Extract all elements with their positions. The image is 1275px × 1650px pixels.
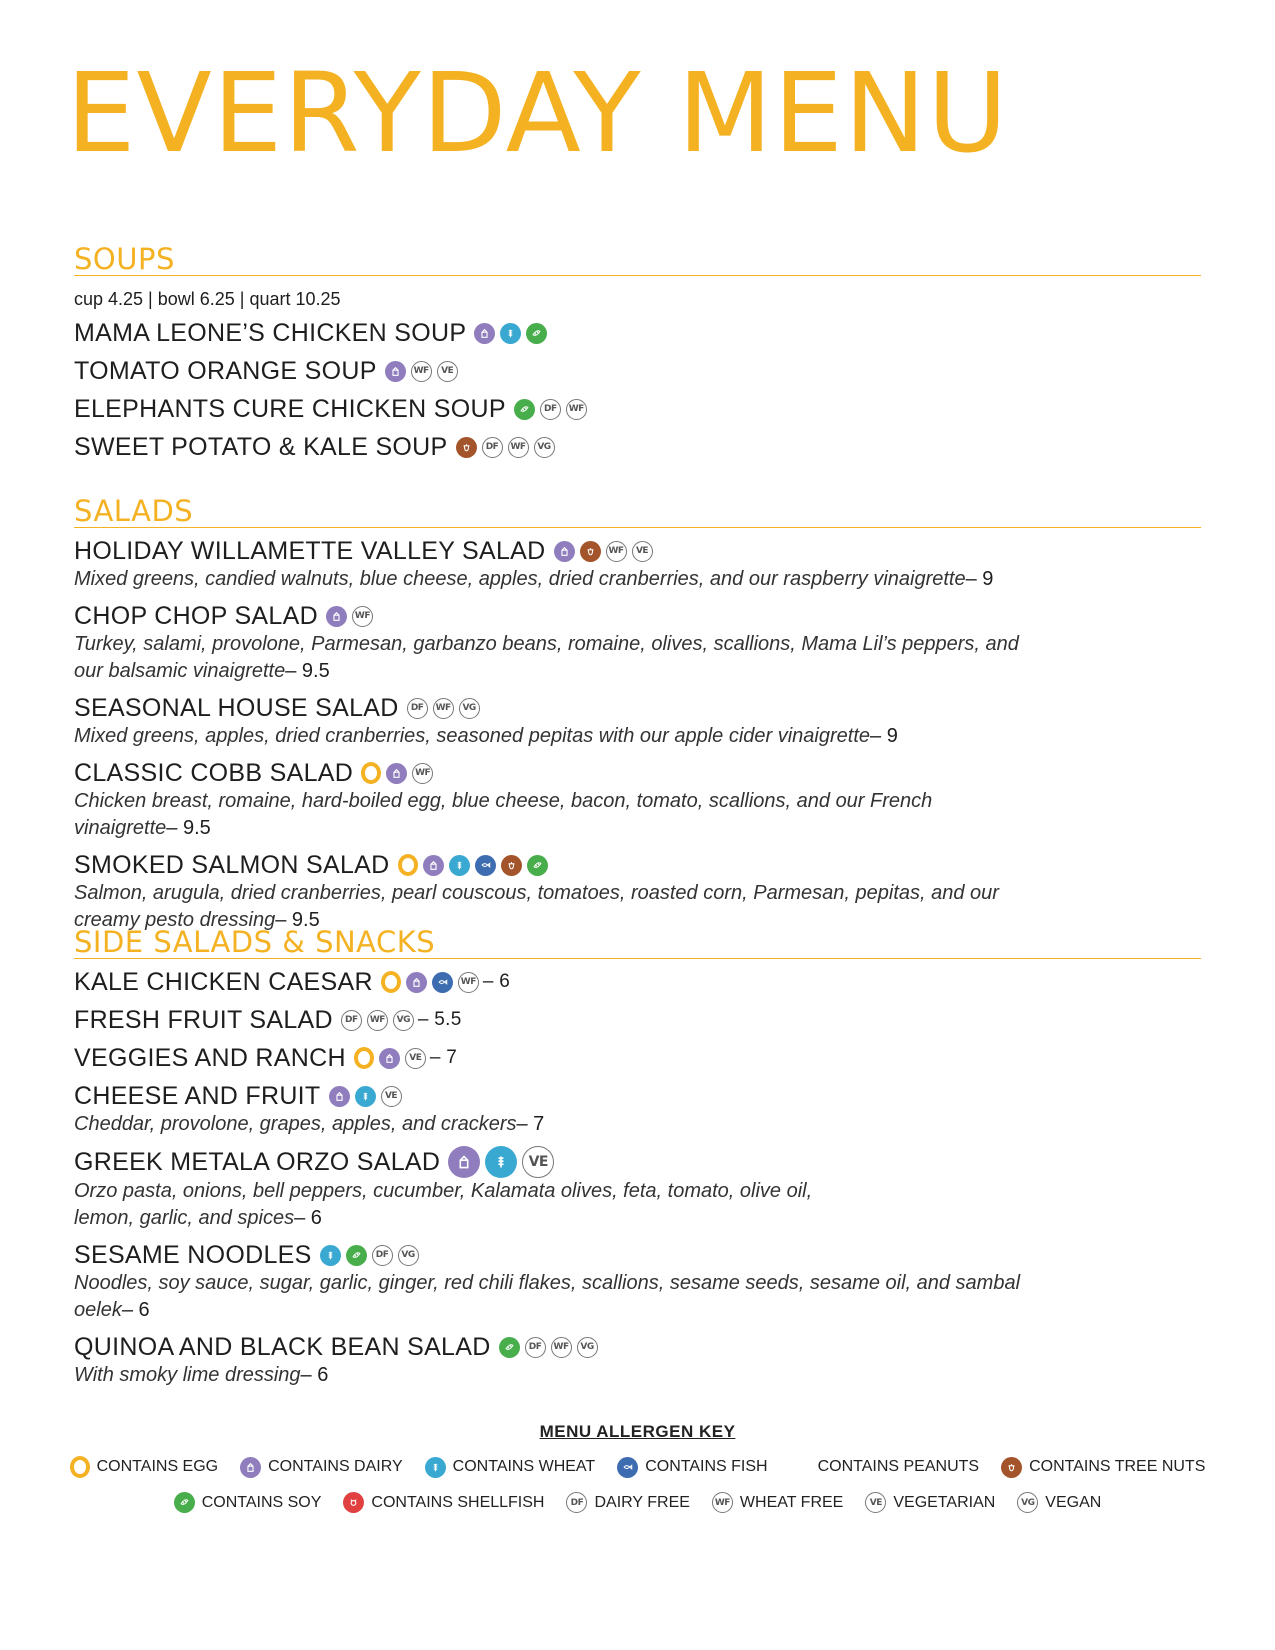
vegetarian-icon: VE	[632, 541, 653, 562]
allergen-key-label: CONTAINS WHEAT	[452, 1458, 596, 1475]
menu-item-name: MAMA LEONE’S CHICKEN SOUP	[74, 319, 467, 347]
wheat-icon	[320, 1245, 341, 1266]
wheat-icon	[500, 323, 521, 344]
allergen-icons	[320, 1245, 419, 1266]
egg-icon	[70, 1456, 90, 1478]
allergen-icons	[456, 437, 555, 458]
allergen-key-label: VEGETARIAN	[893, 1493, 996, 1511]
egg-icon	[354, 1047, 374, 1069]
menu-item	[74, 356, 1201, 386]
fish-icon	[475, 855, 496, 876]
menu-item-description-text: Noodles, soy sauce, sugar, garlic, ginger, red chili flakes, scallions, sesame seeds, sesame oil, and sambal oelek	[74, 1272, 1021, 1321]
vegetarian-icon: VE	[381, 1086, 402, 1107]
sides-section	[74, 926, 1201, 1389]
menu-item-name: SESAME NOODLES	[74, 1241, 312, 1269]
allergen-icons	[474, 323, 547, 344]
menu-item	[74, 394, 1201, 424]
menu-item-name: CHOP CHOP SALAD	[74, 602, 318, 630]
menu-item-description	[74, 723, 1201, 750]
allergen-icons	[361, 762, 433, 784]
menu-item-price: – 6	[300, 1364, 329, 1386]
vegan-icon: VG	[459, 698, 480, 719]
menu-item	[74, 1146, 1201, 1232]
menu-item-price: – 7	[516, 1113, 545, 1135]
menu-item-description	[74, 1362, 1201, 1389]
menu-item-header	[74, 850, 1201, 880]
menu-item-description-text: Orzo pasta, onions, bell peppers, cucumber, Kalamata olives, feta, tomato, olive oil, lemon, garlic, and spices	[74, 1180, 813, 1229]
menu-item	[74, 601, 1201, 685]
menu-item-price: – 9	[965, 568, 994, 590]
allergen-key-entry-vegan	[1017, 1492, 1101, 1513]
menu-item-name: QUINOA AND BLACK BEAN SALAD	[74, 1333, 491, 1361]
salads-heading: SALADS	[74, 495, 1201, 528]
menu-item-name: VEGGIES AND RANCH	[74, 1044, 346, 1072]
soups-section	[74, 243, 1201, 462]
menu-item	[74, 1081, 1201, 1138]
menu-item-description	[74, 1270, 1034, 1324]
menu-item	[74, 536, 1201, 593]
menu-item	[74, 850, 1201, 934]
menu-item-description-text: With smoky lime dressing	[74, 1364, 301, 1386]
soups-list	[74, 318, 1201, 462]
menu-item-header	[74, 318, 1201, 348]
allergen-icons	[499, 1337, 598, 1358]
sides-heading: SIDE SALADS & SNACKS	[74, 926, 1201, 959]
menu-item-header	[74, 536, 1201, 566]
acorn-icon	[456, 437, 477, 458]
allergen-icons	[354, 1047, 426, 1069]
allergen-icons	[385, 361, 458, 382]
menu-item-header	[74, 1081, 1201, 1111]
menu-item-name: HOLIDAY WILLAMETTE VALLEY SALAD	[74, 537, 546, 565]
menu-item-price: – 6	[482, 971, 511, 992]
dairy-free-icon: DF	[540, 399, 561, 420]
allergen-key-label: CONTAINS TREE NUTS	[1029, 1458, 1206, 1475]
vegan-icon: VG	[393, 1010, 414, 1031]
allergen-icons	[341, 1010, 414, 1031]
allergen-key-label: CONTAINS DAIRY	[268, 1458, 403, 1475]
menu-item-description-text: Mixed greens, candied walnuts, blue cheese, apples, dried cranberries, and our raspberry vinaigrette	[74, 568, 966, 590]
allergen-icons	[407, 698, 480, 719]
soup-prices: cup 4.25 | bowl 6.25 | quart 10.25	[74, 289, 341, 309]
allergen-key-row-2	[0, 1492, 1275, 1513]
menu-item	[74, 318, 1201, 348]
milk-carton-icon	[554, 541, 575, 562]
sides-list	[74, 967, 1201, 1389]
allergen-key-label: DAIRY FREE	[594, 1493, 690, 1511]
vegan-icon: VG	[534, 437, 555, 458]
soybean-icon	[514, 399, 535, 420]
dairy-free-icon: DF	[566, 1492, 587, 1513]
vegetarian-icon: VE	[522, 1146, 554, 1178]
milk-carton-icon	[448, 1146, 480, 1178]
menu-item-name: CLASSIC COBB SALAD	[74, 759, 354, 787]
milk-carton-icon	[379, 1048, 400, 1069]
soybean-icon	[499, 1337, 520, 1358]
menu-item-price: – 6	[294, 1207, 322, 1229]
allergen-key-entry-dairy-free	[566, 1492, 689, 1513]
vegan-icon: VG	[398, 1245, 419, 1266]
vegetarian-icon: VE	[865, 1492, 886, 1513]
menu-item-name: TOMATO ORANGE SOUP	[74, 357, 377, 385]
menu-item-price: – 9.5	[285, 660, 330, 682]
menu-item-header	[74, 1043, 1201, 1073]
wheat-free-icon: WF	[411, 361, 432, 382]
page-title: EVERYDAY MENU	[66, 49, 1009, 177]
dairy-free-icon: DF	[341, 1010, 362, 1031]
menu-item-description	[74, 1178, 874, 1232]
dairy-free-icon: DF	[525, 1337, 546, 1358]
allergen-key-label: CONTAINS FISH	[645, 1458, 768, 1475]
allergen-icons	[381, 971, 479, 993]
wheat-icon	[425, 1457, 446, 1478]
allergen-icons	[554, 541, 653, 562]
dairy-free-icon: DF	[482, 437, 503, 458]
menu-item-name: SEASONAL HOUSE SALAD	[74, 694, 399, 722]
allergen-key-entry-fish	[617, 1456, 767, 1478]
fish-icon	[617, 1457, 638, 1478]
soups-heading: SOUPS	[74, 243, 1201, 276]
menu-item-description	[74, 788, 1034, 842]
menu-item-name: FRESH FRUIT SALAD	[74, 1006, 333, 1034]
menu-item	[74, 1240, 1201, 1324]
menu-item-header	[74, 758, 1201, 788]
allergen-key-entry-tree-nuts	[1001, 1456, 1205, 1478]
milk-carton-icon	[385, 361, 406, 382]
allergen-key-label: CONTAINS PEANUTS	[817, 1458, 980, 1475]
allergen-key-label: CONTAINS EGG	[96, 1458, 219, 1475]
menu-item	[74, 693, 1201, 750]
menu-item-header	[74, 1005, 1201, 1035]
acorn-icon	[580, 541, 601, 562]
menu-item-header	[74, 693, 1201, 723]
dairy-free-icon: DF	[372, 1245, 393, 1266]
soybean-icon	[346, 1245, 367, 1266]
wheat-free-icon: WF	[566, 399, 587, 420]
menu-item-header	[74, 601, 1201, 631]
menu-item-description-text: Chicken breast, romaine, hard-boiled egg, blue cheese, bacon, tomato, scallions, and our French vinaigrette	[74, 790, 933, 839]
menu-item-header	[74, 1240, 1201, 1270]
menu-item-price: – 9	[870, 725, 898, 747]
salads-section	[74, 495, 1201, 934]
menu-item-description	[74, 1111, 1201, 1138]
menu-item-header	[74, 394, 1201, 424]
wheat-free-icon: WF	[412, 763, 433, 784]
menu-item-name: GREEK METALA ORZO SALAD	[74, 1148, 441, 1176]
allergen-icons	[398, 854, 548, 876]
menu-item-price: – 9.5	[166, 817, 211, 839]
wheat-free-icon: WF	[352, 606, 373, 627]
milk-carton-icon	[329, 1086, 350, 1107]
menu-item-name: SMOKED SALMON SALAD	[74, 851, 390, 879]
egg-icon	[361, 762, 381, 784]
milk-carton-icon	[423, 855, 444, 876]
vegan-icon: VG	[1017, 1492, 1038, 1513]
allergen-key-entry-soy	[174, 1492, 322, 1513]
vegetarian-icon: VE	[405, 1048, 426, 1069]
allergen-icons	[448, 1146, 554, 1178]
allergen-icons	[326, 606, 373, 627]
soybean-icon	[527, 855, 548, 876]
milk-carton-icon	[474, 323, 495, 344]
menu-item-description-text: Mixed greens, apples, dried cranberries, seasoned pepitas with our apple cider vinaigrette	[74, 725, 871, 747]
allergen-key-entry-peanuts	[790, 1456, 980, 1478]
allergen-key-entry-wheat	[425, 1456, 596, 1478]
allergen-key-title: MENU ALLERGEN KEY	[539, 1422, 736, 1441]
allergen-key-label: CONTAINS SOY	[201, 1493, 322, 1511]
milk-carton-icon	[240, 1457, 261, 1478]
milk-carton-icon	[386, 763, 407, 784]
vegan-icon: VG	[577, 1337, 598, 1358]
menu-item-name: ELEPHANTS CURE CHICKEN SOUP	[74, 395, 506, 423]
allergen-key-label: CONTAINS SHELLFISH	[371, 1493, 545, 1511]
allergen-icons	[514, 399, 587, 420]
menu-item	[74, 1332, 1201, 1389]
menu-item-description	[74, 631, 1034, 685]
menu-item-header	[74, 356, 1201, 386]
egg-icon	[381, 971, 401, 993]
wheat-icon	[449, 855, 470, 876]
menu-item-name: SWEET POTATO & KALE SOUP	[74, 433, 448, 461]
menu-item	[74, 1043, 1201, 1073]
menu-item-description-text: Cheddar, provolone, grapes, apples, and crackers	[74, 1113, 517, 1135]
crab-icon	[343, 1492, 364, 1513]
acorn-icon	[1001, 1457, 1022, 1478]
allergen-key-label: WHEAT FREE	[739, 1493, 844, 1511]
soybean-icon	[526, 323, 547, 344]
wheat-free-icon: WF	[367, 1010, 388, 1031]
vegetarian-icon: VE	[437, 361, 458, 382]
menu-item	[74, 967, 1201, 997]
menu-item-price: – 9.5	[275, 909, 320, 931]
dairy-free-icon: DF	[407, 698, 428, 719]
menu-item-name: KALE CHICKEN CAESAR	[74, 968, 373, 996]
menu-item-description-text: Salmon, arugula, dried cranberries, pearl couscous, tomatoes, roasted corn, Parmesan, pepitas, and our creamy pesto dressing	[74, 882, 999, 931]
milk-carton-icon	[406, 972, 427, 993]
menu-item-description-text: Turkey, salami, provolone, Parmesan, garbanzo beans, romaine, olives, scallions, Mama Lil’s peppers, and our balsamic vinaigrette	[74, 633, 1019, 682]
wheat-free-icon: WF	[508, 437, 529, 458]
allergen-key-entry-egg	[70, 1456, 219, 1478]
wheat-free-icon: WF	[606, 541, 627, 562]
menu-item-header	[74, 432, 1201, 462]
allergen-key-entry-shellfish	[343, 1492, 544, 1513]
milk-carton-icon	[326, 606, 347, 627]
menu-item-name: CHEESE AND FRUIT	[74, 1082, 321, 1110]
wheat-free-icon: WF	[458, 972, 479, 993]
menu-item-header	[74, 967, 1201, 997]
allergen-key-row-1	[0, 1456, 1275, 1478]
egg-icon	[398, 854, 418, 876]
allergen-key-entry-dairy	[240, 1456, 403, 1478]
menu-item-price: – 6	[121, 1299, 150, 1321]
allergen-key-entry-wheat-free	[712, 1492, 843, 1513]
peanut-icon	[790, 1457, 811, 1478]
salads-list	[74, 536, 1201, 934]
menu-item-price: – 7	[429, 1047, 458, 1068]
menu-item	[74, 758, 1201, 842]
wheat-icon	[485, 1146, 517, 1178]
menu-item-description	[74, 566, 1201, 593]
allergen-icons	[329, 1086, 402, 1107]
wheat-free-icon: WF	[712, 1492, 733, 1513]
menu-item	[74, 432, 1201, 462]
allergen-key-entry-vegetarian	[865, 1492, 995, 1513]
wheat-free-icon: WF	[551, 1337, 572, 1358]
wheat-icon	[355, 1086, 376, 1107]
allergen-key	[0, 1422, 1275, 1513]
menu-item-header	[74, 1332, 1201, 1362]
soybean-icon	[174, 1492, 195, 1513]
fish-icon	[432, 972, 453, 993]
menu-item	[74, 1005, 1201, 1035]
menu-item-header	[74, 1146, 1201, 1178]
allergen-key-label: VEGAN	[1045, 1493, 1102, 1511]
menu-item-price: – 5.5	[417, 1009, 462, 1030]
wheat-free-icon: WF	[433, 698, 454, 719]
acorn-icon	[501, 855, 522, 876]
